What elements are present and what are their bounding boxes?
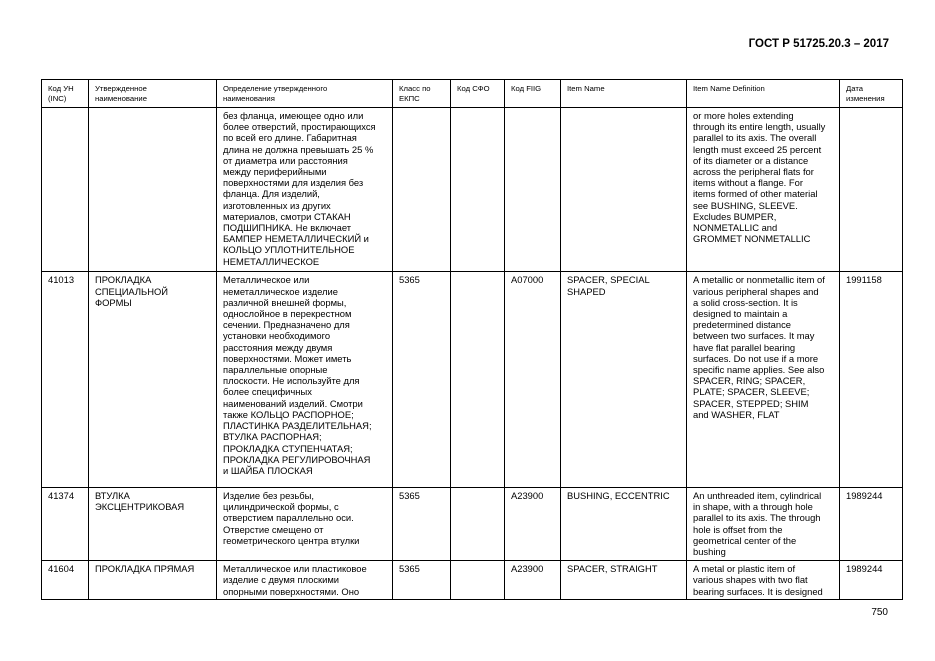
cell-approved-name: ПРОКЛАДКА ПРЯМАЯ	[89, 561, 217, 600]
cell-inc: 41374	[42, 488, 89, 561]
cell-definition: без фланца, имеющее одно или более отверстий, простирающихся по всей его длине. Габаритная длина не должна превышать 25 % от диаметра или расстояния между периферийными поверхностями для изделия без фланца. Для изделий, изготовленных из других материалов, смотри СТАКАН ПОДШИПНИКА. Не включает БАМПЕР НЕМЕТАЛЛИЧЕСКИЙ и КОЛЬЦО УПЛОТНИТЕЛЬНОЕ НЕМЕТАЛЛИЧЕСКОЕ	[217, 108, 393, 272]
cell-definition: Металлическое или пластиковое изделие с двумя плоскими опорными поверхностями. Оно	[217, 561, 393, 600]
cell-fiig-code	[505, 108, 561, 272]
cell-item-name	[561, 108, 687, 272]
cell-change-date: 1989244	[840, 488, 903, 561]
table-row	[42, 561, 903, 600]
table-row	[42, 272, 903, 488]
page-number: 750	[871, 607, 888, 618]
nomenclature-table	[41, 79, 903, 600]
cell-ekps-class: 5365	[393, 561, 451, 600]
cell-item-definition: or more holes extending through its entire length, usually parallel to its axis. The overall length must exceed 25 percent of its diameter or a distance across the peripheral flats for items without a flange. For items formed of other material see BUSHING, SLEEVE. Excludes BUMPER, NONMETALLIC and GROMMET NONMETALLIC	[687, 108, 840, 272]
cell-ekps-class: 5365	[393, 488, 451, 561]
col-header-fiig-code: Код FIIG	[505, 80, 561, 108]
cell-fiig-code: A23900	[505, 488, 561, 561]
cell-inc: 41604	[42, 561, 89, 600]
col-header-item-definition: Item Name Definition	[687, 80, 840, 108]
document-code: ГОСТ Р 51725.20.3 – 2017	[748, 38, 889, 50]
table-row	[42, 108, 903, 272]
cell-sfo-code	[451, 108, 505, 272]
cell-definition: Изделие без резьбы, цилиндрической формы, с отверстием параллельно оси. Отверстие смещено от геометрического центра втулки	[217, 488, 393, 561]
cell-fiig-code: A23900	[505, 561, 561, 600]
col-header-inc: Код УН (INC)	[42, 80, 89, 108]
col-header-definition: Определение утвержденного наименования	[217, 80, 393, 108]
cell-item-definition: A metallic or nonmetallic item of various peripheral shapes and a solid cross-section. It is designed to maintain a predetermined distance between two surfaces. It may have flat parallel bearing surfaces. Do not use if a more specific name applies. See also SPACER, RING; SPACER, PLATE; SPACER, SLEEVE; SPACER, STEPPED; SHIM and WASHER, FLAT	[687, 272, 840, 488]
cell-item-name: SPACER, SPECIAL SHAPED	[561, 272, 687, 488]
cell-change-date: 1991158	[840, 272, 903, 488]
cell-ekps-class: 5365	[393, 272, 451, 488]
cell-definition: Металлическое или неметаллическое изделие различной внешней формы, однослойное в перекрестном сечении. Предназначено для установки необходимого расстояния между двумя поверхностями. Может иметь параллельные опорные плоскости. Не используйте для более специфичных наименований изделий. Смотри также КОЛЬЦО РАСПОРНОЕ; ПЛАСТИНКА РАЗДЕЛИТЕЛЬНАЯ; ВТУЛКА РАСПОРНАЯ; ПРОКЛАДКА СТУПЕНЧАТАЯ; ПРОКЛАДКА РЕГУЛИРОВОЧНАЯ и ШАЙБА ПЛОСКАЯ	[217, 272, 393, 488]
cell-item-name: SPACER, STRAIGHT	[561, 561, 687, 600]
col-header-approved-name: Утвержденное наименование	[89, 80, 217, 108]
cell-change-date: 1989244	[840, 561, 903, 600]
col-header-sfo-code: Код СФО	[451, 80, 505, 108]
cell-sfo-code	[451, 272, 505, 488]
table-header-row	[42, 80, 903, 108]
cell-approved-name	[89, 108, 217, 272]
col-header-ekps-class: Класс по ЕКПС	[393, 80, 451, 108]
cell-item-definition: A metal or plastic item of various shapes with two flat bearing surfaces. It is designed	[687, 561, 840, 600]
cell-sfo-code	[451, 488, 505, 561]
col-header-item-name: Item Name	[561, 80, 687, 108]
table-row	[42, 488, 903, 561]
cell-inc	[42, 108, 89, 272]
cell-approved-name: ВТУЛКА ЭКСЦЕНТРИКОВАЯ	[89, 488, 217, 561]
cell-fiig-code: A07000	[505, 272, 561, 488]
col-header-change-date: Дата изменения	[840, 80, 903, 108]
cell-sfo-code	[451, 561, 505, 600]
cell-change-date	[840, 108, 903, 272]
cell-item-definition: An unthreaded item, cylindrical in shape, with a through hole parallel to its axis. The through hole is offset from the geometrical center of the bushing	[687, 488, 840, 561]
cell-item-name: BUSHING, ECCENTRIC	[561, 488, 687, 561]
cell-approved-name: ПРОКЛАДКА СПЕЦИАЛЬНОЙ ФОРМЫ	[89, 272, 217, 488]
cell-inc: 41013	[42, 272, 89, 488]
cell-ekps-class	[393, 108, 451, 272]
